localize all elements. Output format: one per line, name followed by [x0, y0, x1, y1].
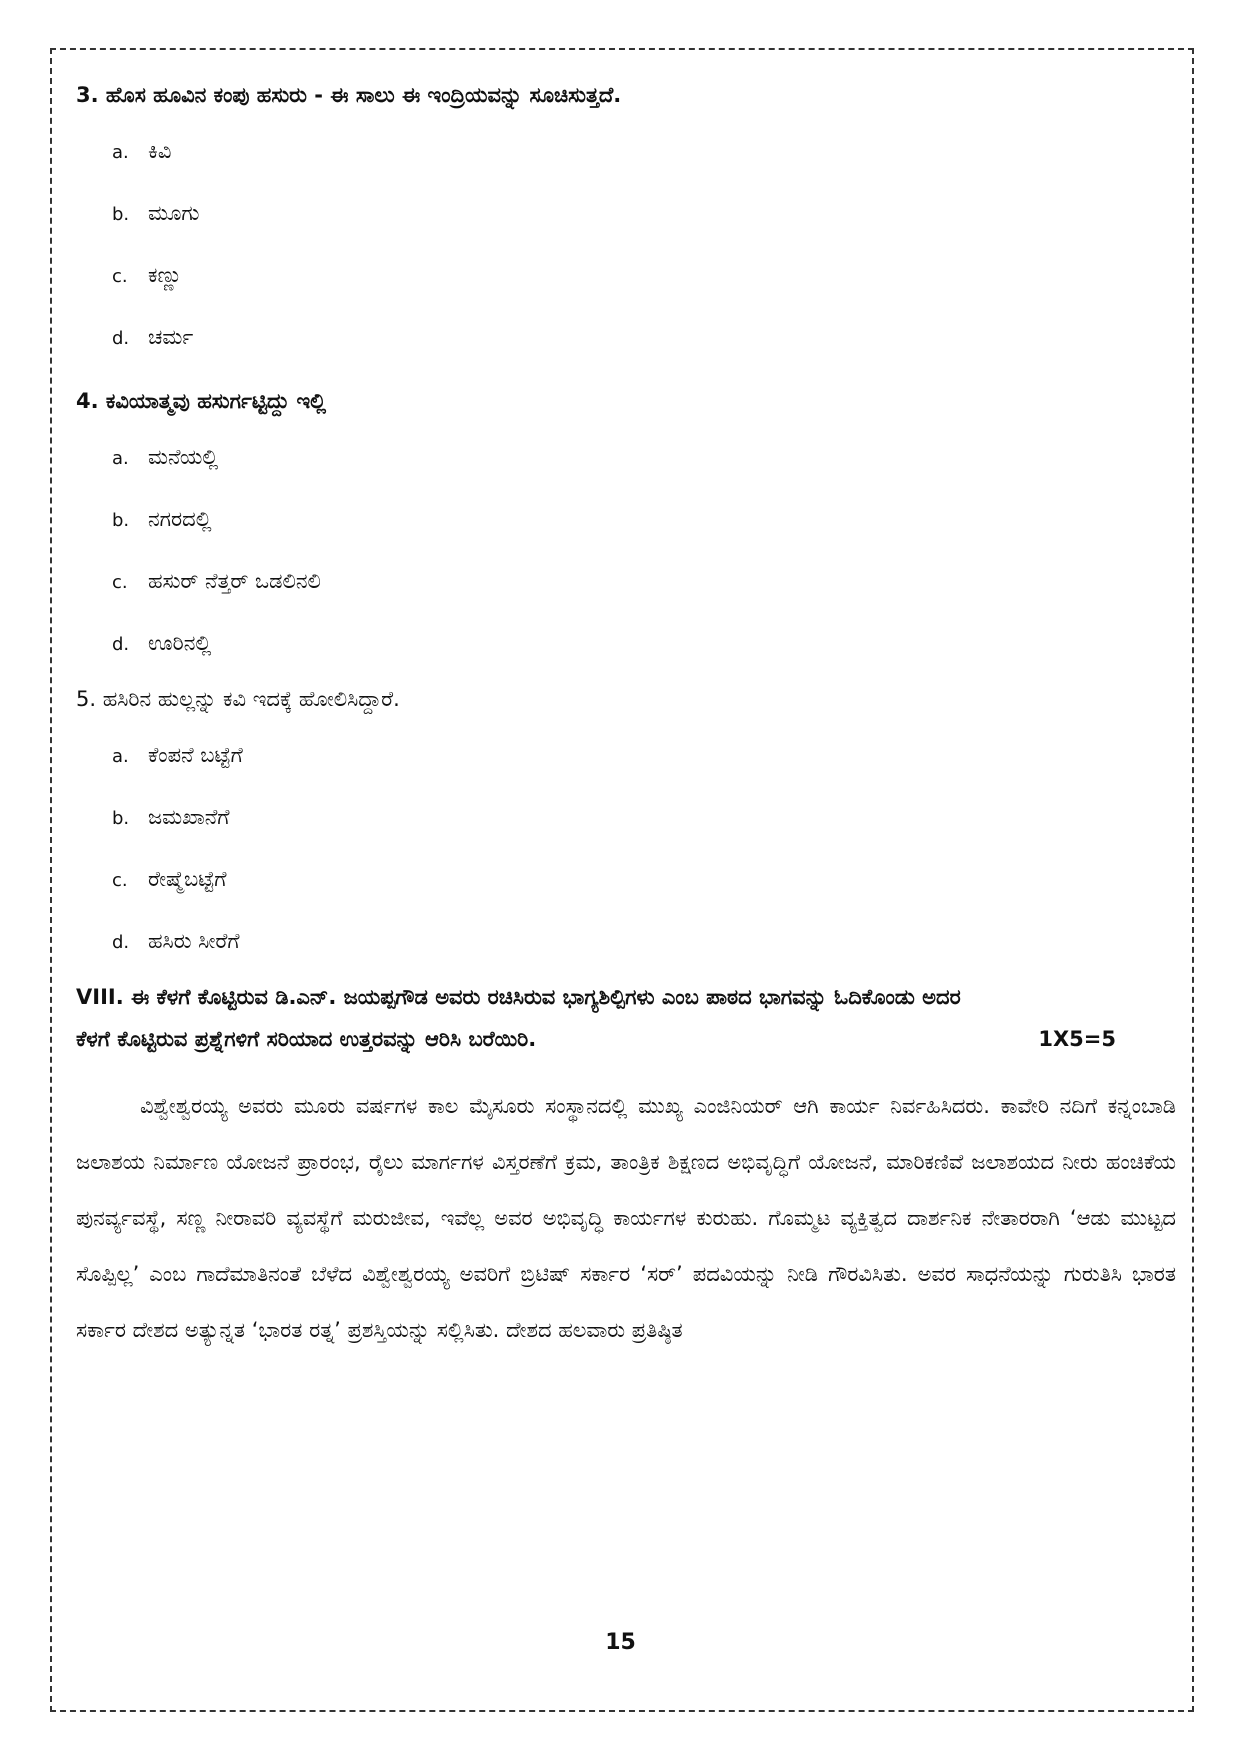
section-heading-line-2 — [76, 1018, 1176, 1060]
question-5: 5. ಹಸಿರಿನ ಹುಲ್ಲನ್ನು ಕವಿ ಇದಕ್ಕೆ ಹೋಲಿಸಿದ್ದಾರೆ. — [76, 687, 400, 711]
page-number: 15 — [605, 1630, 636, 1655]
option-item — [76, 306, 1176, 368]
option-text: ಮೂಗು — [148, 201, 200, 225]
option-item — [76, 550, 1176, 612]
option-letter: a. — [112, 746, 129, 767]
option-letter: d. — [112, 932, 130, 953]
option-text: ಕಣ್ಣು — [148, 263, 182, 287]
option-text: ಊರಿನಲ್ಲಿ — [148, 631, 212, 655]
option-item — [76, 910, 1176, 972]
option-text: ಕೆಂಪನೆ ಬಟ್ಟೆಗೆ — [148, 743, 243, 767]
option-item — [76, 244, 1176, 306]
option-text: ರೇಷ್ಮೆಬಟ್ಟೆಗೆ — [148, 867, 227, 891]
option-item — [76, 786, 1176, 848]
option-letter: d. — [112, 634, 130, 655]
option-text: ಮನೆಯಲ್ಲಿ — [148, 445, 219, 469]
option-letter: b. — [112, 204, 130, 225]
option-text: ಹಸುರ್ ನೆತ್ತರ್ ಒಡಲಿನಲಿ — [148, 569, 321, 593]
reading-passage: ವಿಶ್ವೇಶ್ವರಯ್ಯ ಅವರು ಮೂರು ವರ್ಷಗಳ ಕಾಲ ಮೈಸೂರು ಸಂಸ್ಥಾನದಲ್ಲಿ ಮುಖ್ಯ ಎಂಜಿನಿಯರ್ ಆಗಿ ಕಾರ್ಯ ನಿರ್ವಹಿಸಿದರು. ಕಾವೇರಿ ನದಿಗೆ ಕನ್ನಂಬಾಡಿ ಜಲಾಶಯ ನಿರ್ಮಾಣ ಯೋಜನೆ ಪ್ರಾರಂಭ, ರೈಲು ಮಾರ್ಗಗಳ ವಿಸ್ತರಣೆಗೆ ಕ್ರಮ, ತಾಂತ್ರಿಕ ಶಿಕ್ಷಣದ ಅಭಿವೃದ್ಧಿಗೆ ಯೋಜನೆ, ಮಾರಿಕಣಿವೆ ಜಲಾಶಯದ ನೀರು ಹಂಚಿಕೆಯ ಪುನರ್ವ್ಯವಸ್ಥೆ, ಸಣ್ಣ ನೀರಾವರಿ ವ್ಯವಸ್ಥೆಗೆ ಮರುಜೀವ, ಇವೆಲ್ಲ ಅವರ ಅಭಿವೃದ್ಧಿ ಕಾರ್ಯಗಳ ಕುರುಹು. ಗೊಮ್ಮಟ ವ್ಯಕ್ತಿತ್ವದ ದಾರ್ಶನಿಕ ನೇತಾರರಾಗಿ ‘ಆಡು ಮುಟ್ಟದ ಸೊಪ್ಪಿಲ್ಲ’ ಎಂಬ ಗಾದೆಮಾತಿನಂತೆ ಬೆಳೆದ ವಿಶ್ವೇಶ್ವರಯ್ಯ ಅವರಿಗೆ ಬ್ರಿಟಿಷ್ ಸರ್ಕಾರ ‘ಸರ್’ ಪದವಿಯನ್ನು ನೀಡಿ ಗೌರವಿಸಿತು. ಅವರ ಸಾಧನೆಯನ್ನು ಗುರುತಿಸಿ ಭಾರತ ಸರ್ಕಾರ ದೇಶದ ಅತ್ಯುನ್ನತ ‘ಭಾರತ ರತ್ನ’ ಪ್ರಶಸ್ತಿಯನ್ನು ಸಲ್ಲಿಸಿತು. ದೇಶದ ಹಲವಾರು ಪ್ರತಿಷ್ಠಿತ — [76, 1094, 1176, 1342]
option-item — [76, 612, 1176, 674]
option-item — [76, 182, 1176, 244]
option-item — [76, 426, 1176, 488]
option-item — [76, 724, 1176, 786]
option-letter: d. — [112, 328, 130, 349]
option-text: ಜಮಖಾನೆಗೆ — [148, 805, 230, 829]
option-letter: b. — [112, 510, 130, 531]
option-text: ಕಿವಿ — [148, 139, 172, 163]
option-item — [76, 120, 1176, 182]
option-letter: a. — [112, 142, 129, 163]
section-heading-line-1: VIII. ಈ ಕೆಳಗೆ ಕೊಟ್ಟಿರುವ ಡಿ.ಎನ್. ಜಯಪ್ಪಗೌಡ ಅವರು ರಚಿಸಿರುವ ಭಾಗ್ಯಶಿಲ್ಪಿಗಳು ಎಂಬ ಪಾಠದ ಭಾಗವನ್ನು ಓದಿಕೊಂಡು ಅದರ — [76, 985, 961, 1009]
question-3: 3. ಹೊಸ ಹೂವಿನ ಕಂಪು ಹಸುರು - ಈ ಸಾಲು ಈ ಇಂದ್ರಿಯವನ್ನು ಸೂಚಿಸುತ್ತದೆ. — [76, 83, 622, 107]
option-item — [76, 488, 1176, 550]
page-content — [76, 70, 1176, 1379]
option-text: ನಗರದಲ್ಲಿ — [148, 507, 212, 531]
option-letter: b. — [112, 808, 130, 829]
option-text: ಹಸಿರು ಸೀರೆಗೆ — [148, 929, 240, 953]
option-text: ಚರ್ಮ — [148, 325, 194, 349]
option-letter: c. — [112, 266, 128, 287]
option-item — [76, 848, 1176, 910]
option-letter: c. — [112, 572, 128, 593]
section-heading-line-2-text: ಕೆಳಗೆ ಕೊಟ್ಟಿರುವ ಪ್ರಶ್ನೆಗಳಿಗೆ ಸರಿಯಾದ ಉತ್ತರವನ್ನು ಆರಿಸಿ ಬರೆಯಿರಿ. — [76, 1027, 537, 1051]
section-marks: 1X5=5 — [1038, 1027, 1116, 1051]
option-letter: a. — [112, 448, 129, 469]
section-heading — [76, 976, 1176, 1060]
question-4: 4. ಕವಿಯಾತ್ಮವು ಹಸುರ್ಗಟ್ಟಿದ್ದು ಇಲ್ಲಿ — [76, 389, 327, 413]
option-letter: c. — [112, 870, 128, 891]
